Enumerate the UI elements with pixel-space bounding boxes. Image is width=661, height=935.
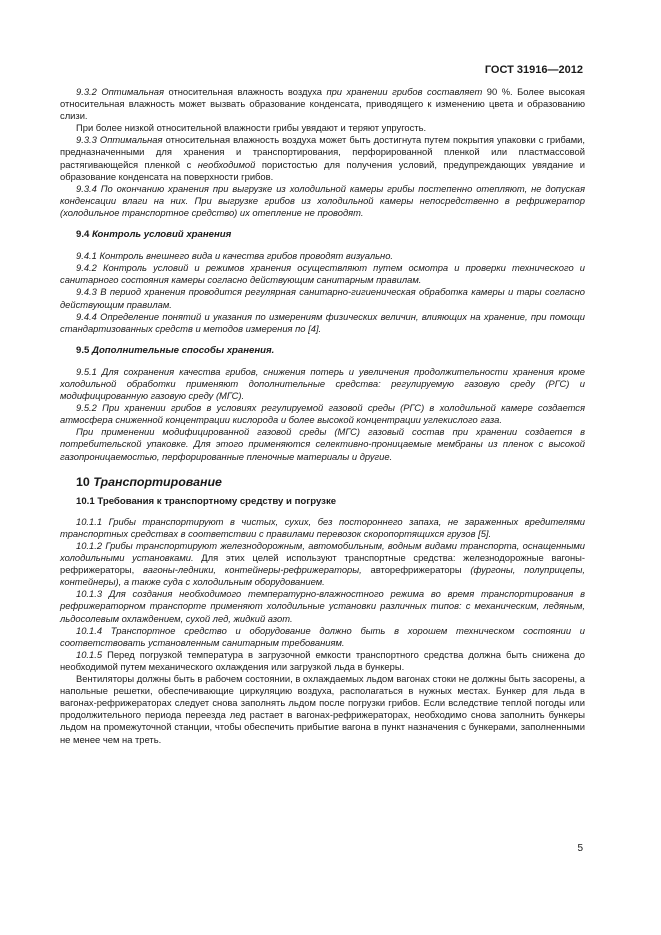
text-span: 9.4.2 Контроль условий и режимов хранения осуществляют путем осмотра и проверки технического и санитарного состояния камеры согласно действующим санитарным правилам. xyxy=(60,262,585,286)
document-body xyxy=(60,86,585,746)
text-span: относительная влажность воздуха xyxy=(163,86,327,97)
paragraph xyxy=(60,426,585,462)
paragraph xyxy=(60,262,585,286)
text-span: Для этих целей используют транспортные средства: железнодорожные вагоны-рефрижераторы, xyxy=(60,552,586,576)
text-span: авторефрижераторы xyxy=(361,564,471,576)
text-span: При применении модифицированной газовой среды (МГС) газовый состав при хранении создается в потребительской упаковке. Для этого применяются селективно-проницаемые мембраны из пленок с высокой газопроницаемостью, перфорированные пленочные материалы и другие. xyxy=(60,426,585,462)
text-span: 9.4 xyxy=(76,229,93,241)
paragraph xyxy=(60,134,585,182)
text-span: Контроль условий хранения xyxy=(92,229,232,241)
subsection-heading xyxy=(76,496,585,508)
paragraph xyxy=(60,183,585,219)
text-span: необходимой xyxy=(197,158,256,170)
text-span: 10 xyxy=(76,474,94,489)
paragraph xyxy=(60,122,585,134)
text-span: Вентиляторы должны быть в рабочем состоянии, в охлаждаемых льдом вагонах стоки не должны быть засорены, а напольные решетки, обеспечивающие циркуляцию воздуха, располагаться в нужных местах. Бункер для льда в вагонах-рефрижераторах следует снова заполнять льдом после погрузки грибов. Если вследствие теплой погоды или продолжительного периода переезда лед растает в вагонах-рефрижераторах, необходимо снова заполнить бункеры льдом на промежуточной станции, чтобы обеспечить прибытие вагона в пункт назначения с бункерами, заполненными не менее чем на треть. xyxy=(60,673,585,745)
text-span: вагоны-ледники, контейнеры-рефрижераторы, xyxy=(143,564,362,576)
text-span: при хранении грибов составляет xyxy=(326,86,483,97)
paragraph xyxy=(60,588,585,624)
paragraph xyxy=(60,649,585,673)
section-heading xyxy=(76,476,585,488)
page-number: 5 xyxy=(577,843,583,854)
text-span: 9.4.4 Определение понятий и указания по измерениям физических величин, влияющих на хранение, при помощи стандартизованных средств и методов измерения по [4]. xyxy=(60,310,585,334)
text-span: 9.5.1 Для сохранения качества грибов, снижения потерь и увеличения продолжительности хранения кроме холодильной обработки применяют дополнительные средства: регулируемую газовую среду (РГС) и модифицированную газовую среду (МГС). xyxy=(60,365,585,402)
text-span: 9.3.3 xyxy=(76,134,100,146)
subsection-heading xyxy=(76,229,585,241)
text-span: При более низкой относительной влажности грибы увядают и теряют упругость. xyxy=(76,122,427,134)
paragraph xyxy=(60,250,585,262)
paragraph xyxy=(60,540,585,588)
text-span: Транспортирование xyxy=(93,474,222,489)
text-span: 9.3.2 xyxy=(76,86,102,97)
text-span: Перед погрузкой температура в загрузочной емкости транспортного средства должна быть снижена до необходимой путем механического охлаждения или загрузкой льда в бункеры. xyxy=(60,648,585,672)
paragraph xyxy=(60,516,585,540)
subsection-heading xyxy=(76,345,585,357)
text-span: 10.1.1 Грибы транспортируют в чистых, сухих, без постороннего запаха, не зараженных вредителями транспортных средствах в соответствии с правилами перевозок скоропортящихся грузов [5]. xyxy=(60,515,585,539)
text-span: Оптимальная xyxy=(101,86,164,97)
paragraph xyxy=(60,366,585,402)
text-span: 9.5.2 При хранении грибов в условиях регулируемой газовой среды (РГС) в холодильной камере создается атмосфера сниженной концентрации кислорода и более высокой концентрации углекислого газа. xyxy=(60,402,585,426)
text-span: пористостью для получения условий, предупреждающих увядание и образование конденсата на поверхности грибов. xyxy=(60,158,585,182)
text-span: Оптимальная xyxy=(99,134,163,146)
paragraph xyxy=(60,625,585,649)
paragraph xyxy=(60,86,585,122)
text-span: 9.4.1 Контроль внешнего вида и качества грибов проводят визуально. xyxy=(76,250,394,262)
document-header: ГОСТ 31916—2012 xyxy=(484,64,583,76)
text-span: относительная влажность воздуха может быть достигнута путем покрытия упаковки с грибами, предназначенными для хранения и транспортирования, перфорированной пленкой или пластмассовой растягивающейся пленкой с xyxy=(60,134,585,170)
text-span: 10.1 Требования к транспортному средству и погрузке xyxy=(76,495,337,507)
paragraph xyxy=(60,286,585,310)
text-span: Дополнительные способы хранения. xyxy=(92,344,275,356)
paragraph xyxy=(60,402,585,426)
text-span: 10.1.5 xyxy=(76,648,103,660)
text-span: 90 %. Более высокая относительная влажность может вызвать образование конденсата, приводящего к изменению цвета и образованию слизи. xyxy=(60,86,585,122)
paragraph xyxy=(60,311,585,335)
text-span: 9.4.3 В период хранения проводится регулярная санитарно-гигиеническая обработка камеры и тары согласно действующим правилам. xyxy=(60,286,585,310)
paragraph xyxy=(60,673,585,746)
text-span: (фургоны, полуприцепы, контейнеры), а также суда с холодильным оборудованием. xyxy=(60,564,585,588)
text-span: 10.1.2 Грибы транспортируют железнодорожным, автомобильным, водным видами транспорта, оснащенными холодильными установками. xyxy=(60,540,585,564)
text-span: 9.3.4 По окончанию хранения при выгрузке из холодильной камеры грибы постепенно отепляют, не допуская конденсации влаги на них. При выгрузке грибов из холодильной камеры непосредственно в рефрижератор (холодильное транспортное средство) их отепление не проводят. xyxy=(60,182,585,218)
text-span: 9.5 xyxy=(76,344,93,356)
text-span: 10.1.4 Транспортное средство и оборудование должно быть в хорошем техническом состоянии и соответствовать установленным санитарным требованиям. xyxy=(60,624,585,648)
text-span: 10.1.3 Для создания необходимого температурно-влажностного режима во время транспортирования в рефрижераторном транспорте применяют холодильные установки различных типов: с механическим, ледяным, льдосолевым охлаждением, сухой лед, жидкий азот. xyxy=(60,588,585,624)
